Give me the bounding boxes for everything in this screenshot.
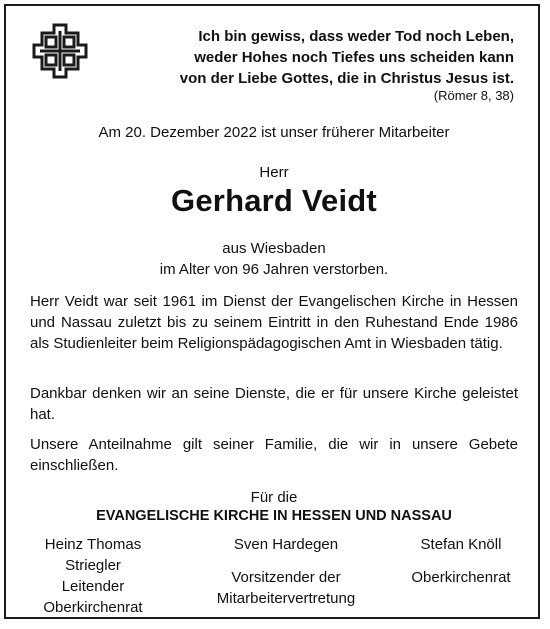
signatory-name: Stefan Knöll <box>420 536 502 553</box>
origin-and-age <box>6 238 542 280</box>
gratitude-paragraph: Dankbar denken wir an seine Dienste, die er für unsere Kirche geleistet hat. <box>30 385 518 423</box>
verse-line: weder Hohes noch Tiefes uns scheiden kann <box>194 49 514 66</box>
verse-line: von der Liebe Gottes, die in Christus Jesus ist. <box>179 70 514 87</box>
verse-source: (Römer 8, 38) <box>433 88 514 103</box>
signatory <box>22 534 164 618</box>
origin-line: aus Wiesbaden <box>222 240 326 257</box>
signatory-title: Mitarbeitervertretung <box>216 590 356 607</box>
bible-verse <box>114 26 514 89</box>
organization-name: EVANGELISCHE KIRCHE IN HESSEN UND NASSAU <box>96 508 452 524</box>
age-line: im Alter von 96 Jahren verstorben. <box>159 261 389 278</box>
salutation: Herr <box>259 164 289 181</box>
signatory-title: Vorsitzender der <box>231 569 341 586</box>
signatory-title: Leitender <box>61 578 125 595</box>
career-paragraph: Herr Veidt war seit 1961 im Dienst der Evangelischen Kirche in Hessen und Nassau zuletzt bis zu seinem Eintritt in den Ruhestand Ende 1986 als Studienleiter beim Religionspädagogischen Amt in Wiesbaden tätig. <box>30 293 518 352</box>
signatory <box>386 534 536 588</box>
closing-phrase: Für die <box>250 489 298 506</box>
deceased-name: Gerhard Veidt <box>171 183 377 218</box>
signatory <box>206 534 366 609</box>
verse-line: Ich bin gewiss, dass weder Tod noch Leben, <box>198 28 514 45</box>
signatory-name: Sven Hardegen <box>233 536 339 553</box>
obituary-notice <box>4 4 540 619</box>
signatory-title: Oberkirchenrat <box>43 599 143 616</box>
signatory-name: Striegler <box>65 557 121 574</box>
intro-text: Am 20. Dezember 2022 ist unser früherer Mitarbeiter <box>98 124 450 141</box>
signatory-name: Heinz Thomas <box>44 536 142 553</box>
signatory-title: Oberkirchenrat <box>411 569 511 586</box>
church-cross-logo-icon <box>32 23 88 79</box>
condolence-paragraph: Unsere Anteilnahme gilt seiner Familie, die wir in unsere Gebete einschließen. <box>30 436 518 474</box>
